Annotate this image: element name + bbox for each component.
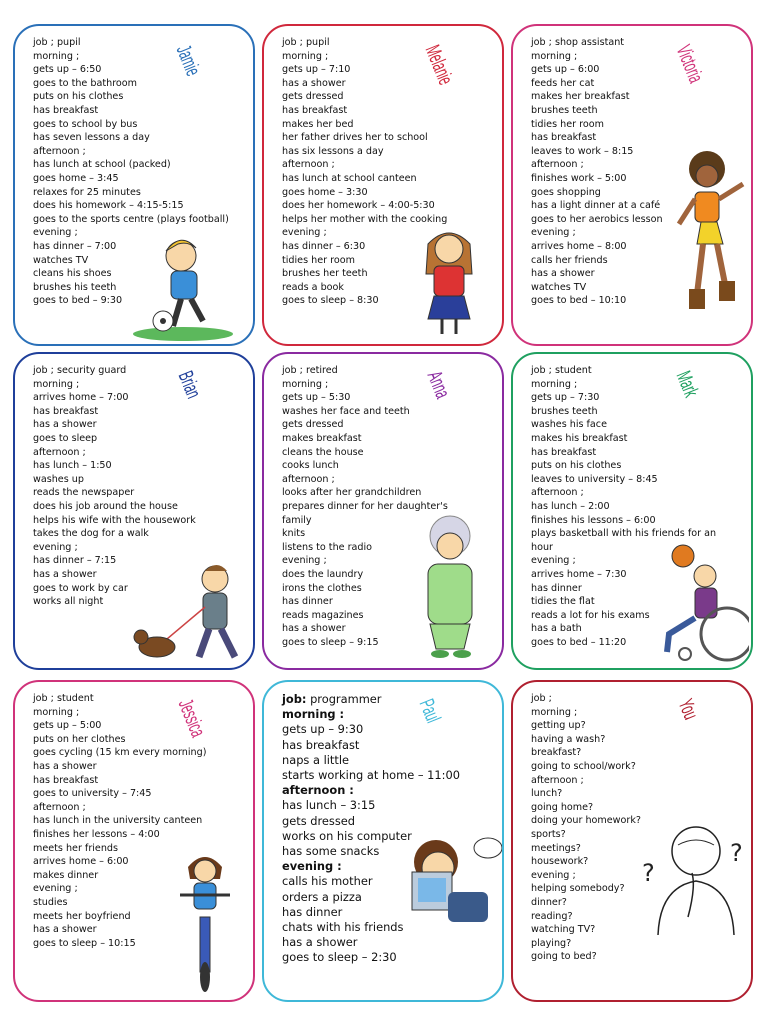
thinking-person-picture <box>638 817 753 937</box>
card-line: reads magazines <box>282 609 364 621</box>
card-line: has a shower <box>282 77 346 89</box>
card-line: morning ; <box>531 50 578 62</box>
woman-dancing-picture <box>671 144 751 319</box>
card-line: brushes her teeth <box>282 268 368 280</box>
card-line: chats with his friends <box>282 920 404 935</box>
card-name: Anna <box>422 368 455 402</box>
card-line: puts on her clothes <box>33 733 126 745</box>
card-line: plays basketball with his friends for an <box>531 528 717 540</box>
card-line: does the laundry <box>282 568 364 580</box>
card-line: reading? <box>531 910 573 922</box>
card-line: brushes teeth <box>531 405 598 417</box>
card-line: morning : <box>282 707 345 722</box>
card-line: her father drives her to school <box>282 132 428 144</box>
card-line: gets up – 6:50 <box>33 64 102 76</box>
card-line: morning ; <box>33 378 80 390</box>
card-line: cooks lunch <box>282 460 339 472</box>
card-line: job ; shop assistant <box>531 37 625 48</box>
card-line: afternoon : <box>282 783 354 798</box>
card-line: job: programmer <box>282 692 382 706</box>
card-line: has breakfast <box>33 405 99 417</box>
card-line: relaxes for 25 minutes <box>33 186 141 198</box>
card-name: Brian <box>173 368 206 402</box>
card-line: has a shower <box>282 935 358 950</box>
card-line: goes to bed – 10:10 <box>531 295 627 307</box>
card-line: goes to sleep – 10:15 <box>33 937 136 949</box>
card-line: goes to the bathroom <box>33 77 138 89</box>
card-line: dinner? <box>531 896 567 908</box>
card-line: afternoon ; <box>33 446 86 458</box>
card-line: arrives home – 6:00 <box>33 856 129 868</box>
boy-wheelchair-basketball-picture <box>649 542 749 667</box>
card-line: reads the newspaper <box>33 487 135 499</box>
card-line: washes her face and teeth <box>282 405 410 417</box>
card-line: orders a pizza <box>282 889 362 904</box>
svg-text:?: ? <box>730 839 743 867</box>
card-line: gets up – 7:10 <box>282 64 351 76</box>
card-line: starts working at home – 11:00 <box>282 768 461 783</box>
card-line: afternoon ; <box>531 487 584 499</box>
card-line: gets up – 9:30 <box>282 722 364 737</box>
card-line: job ; student <box>531 365 592 376</box>
card-line: gets up – 5:30 <box>282 392 351 404</box>
card-line: has lunch – 2:00 <box>531 500 610 512</box>
card-name: Jessica <box>173 696 210 741</box>
card-line: job ; pupil <box>282 37 330 48</box>
card-line: goes to sleep <box>33 432 98 444</box>
card-line: evening ; <box>282 227 327 239</box>
card-line: naps a little <box>282 752 350 767</box>
card-line: goes to university – 7:45 <box>33 788 152 800</box>
card-paul <box>262 680 504 1002</box>
card-line: washes up <box>33 473 84 485</box>
card-line: washes his face <box>531 419 607 431</box>
card-line: gets up – 6:00 <box>531 64 600 76</box>
card-line: helps his wife with the housework <box>33 514 196 526</box>
card-name: Paul <box>414 696 445 727</box>
card-line: tidies the flat <box>531 596 595 608</box>
girl-cycling-picture <box>170 847 240 997</box>
card-line: having a wash? <box>531 733 606 745</box>
card-line: does her homework – 4:00-5:30 <box>282 200 435 212</box>
card-line: finishes his lessons – 6:00 <box>531 514 656 526</box>
card-line: meetings? <box>531 842 581 854</box>
card-anna <box>262 352 504 670</box>
card-line: goes to her aerobics lesson <box>531 213 663 225</box>
card-line: gets dressed <box>282 419 344 431</box>
card-line: evening ; <box>531 555 576 567</box>
card-line: playing? <box>531 937 572 949</box>
card-line: housework? <box>531 856 589 868</box>
card-line: has breakfast <box>282 104 348 116</box>
card-line: works all night <box>33 596 104 608</box>
card-line: family <box>282 514 312 526</box>
card-line: evening ; <box>531 869 576 881</box>
card-line: makes his breakfast <box>531 432 628 444</box>
card-name: Melanie <box>420 42 458 89</box>
card-line: watches TV <box>531 281 587 293</box>
card-line: finishes work – 5:00 <box>531 172 627 184</box>
card-line: job ; retired <box>282 365 338 376</box>
card-line: has dinner – 7:15 <box>33 555 117 567</box>
card-line: works on his computer <box>282 828 412 843</box>
programmer-computer-picture <box>404 832 504 927</box>
card-name: Mark <box>671 368 703 401</box>
card-line: has a shower <box>33 419 97 431</box>
card-line: brushes his teeth <box>33 281 117 293</box>
card-line: sports? <box>531 828 566 840</box>
card-line: has a shower <box>33 760 97 772</box>
card-line: puts on his clothes <box>531 460 622 472</box>
card-line: puts on his clothes <box>33 91 124 103</box>
card-line: calls her friends <box>531 254 608 266</box>
card-line: goes shopping <box>531 186 601 198</box>
card-line: knits <box>282 528 306 540</box>
card-line: evening ; <box>282 555 327 567</box>
card-line: meets her friends <box>33 842 118 854</box>
card-line: morning ; <box>282 50 329 62</box>
card-line: does his homework – 4:15-5:15 <box>33 200 184 212</box>
card-line: has seven lessons a day <box>33 132 150 144</box>
card-melanie <box>262 24 504 346</box>
card-line: has breakfast <box>33 774 99 786</box>
card-line: reads a lot for his exams <box>531 609 650 621</box>
card-line: watches TV <box>33 254 89 266</box>
card-line: finishes her lessons – 4:00 <box>33 828 160 840</box>
card-line: afternoon ; <box>282 473 335 485</box>
card-line: job ; security guard <box>33 365 127 376</box>
card-line: has breakfast <box>531 132 597 144</box>
card-line: morning ; <box>33 706 80 718</box>
card-line: has breakfast <box>282 737 360 752</box>
card-line: afternoon ; <box>33 801 86 813</box>
card-line: morning ; <box>33 50 80 62</box>
card-line: has some snacks <box>282 844 380 859</box>
card-line: leaves to work – 8:15 <box>531 145 634 157</box>
card-line: helping somebody? <box>531 883 625 895</box>
card-text <box>531 692 641 964</box>
card-line: job ; pupil <box>33 37 81 48</box>
card-line: goes to school by bus <box>33 118 138 130</box>
card-line: going home? <box>531 801 594 813</box>
card-line: morning ; <box>282 378 329 390</box>
card-line: has a shower <box>282 623 346 635</box>
card-line: arrives home – 8:00 <box>531 240 627 252</box>
card-line: gets dressed <box>282 91 344 103</box>
svg-text:?: ? <box>642 859 655 887</box>
card-line: has a shower <box>531 268 595 280</box>
card-line: has dinner <box>531 582 582 594</box>
card-line: gets up – 5:00 <box>33 720 102 732</box>
card-line: cleans the house <box>282 446 364 458</box>
card-line: gets up – 7:30 <box>531 392 600 404</box>
card-line: arrives home – 7:30 <box>531 568 627 580</box>
grandmother-picture <box>404 514 496 664</box>
card-line: makes her breakfast <box>531 91 630 103</box>
card-line: leaves to university – 8:45 <box>531 473 658 485</box>
card-line: goes home – 3:30 <box>282 186 368 198</box>
card-line: prepares dinner for her daughter's <box>282 500 448 512</box>
card-line: looks after her grandchildren <box>282 487 422 499</box>
card-line: gets dressed <box>282 813 356 828</box>
card-line: has lunch – 1:50 <box>33 460 112 472</box>
card-line: has breakfast <box>531 446 597 458</box>
card-text <box>531 36 663 308</box>
card-line: brushes teeth <box>531 104 598 116</box>
card-line: meets her boyfriend <box>33 910 131 922</box>
card-line: makes dinner <box>33 869 99 881</box>
card-line: evening ; <box>33 541 78 553</box>
card-line: doing your homework? <box>531 815 641 827</box>
card-line: goes to bed – 9:30 <box>33 295 123 307</box>
man-walking-dog-picture <box>127 559 252 669</box>
boy-football-picture <box>133 226 253 341</box>
card-line: goes to work by car <box>33 582 128 594</box>
card-line: irons the clothes <box>282 582 362 594</box>
card-you <box>511 680 753 1002</box>
card-line: has a bath <box>531 623 582 635</box>
card-line: morning ; <box>531 706 578 718</box>
card-jamie <box>13 24 255 346</box>
card-line: has dinner <box>282 904 343 919</box>
card-line: goes to sleep – 9:15 <box>282 636 379 648</box>
card-line: going to bed? <box>531 951 597 963</box>
card-line: has dinner <box>282 596 333 608</box>
card-line: helps her mother with the cooking <box>282 213 448 225</box>
card-line: has breakfast <box>33 104 99 116</box>
card-line: tidies her room <box>282 254 355 266</box>
card-line: goes to the sports centre (plays football) <box>33 213 229 225</box>
card-line: has dinner – 7:00 <box>33 240 117 252</box>
card-name: You <box>673 696 703 723</box>
card-line: goes cycling (15 km every morning) <box>33 747 207 759</box>
card-line: makes breakfast <box>282 432 362 444</box>
card-line: takes the dog for a walk <box>33 528 149 540</box>
card-line: cleans his shoes <box>33 268 112 280</box>
card-line: goes to sleep – 8:30 <box>282 295 379 307</box>
card-line: morning ; <box>531 378 578 390</box>
card-line: getting up? <box>531 720 586 732</box>
card-line: job ; student <box>33 693 94 704</box>
card-line: calls his mother <box>282 874 373 889</box>
card-line: has lunch at school canteen <box>282 172 417 184</box>
card-line: listens to the radio <box>282 541 373 553</box>
card-line: goes to bed – 11:20 <box>531 636 627 648</box>
card-name: Jamie <box>171 42 205 80</box>
card-line: evening ; <box>531 227 576 239</box>
card-line: has lunch in the university canteen <box>33 815 203 827</box>
card-line: has six lessons a day <box>282 145 384 157</box>
card-line: has a light dinner at a café <box>531 200 661 212</box>
card-brian <box>13 352 255 670</box>
card-line: has lunch at school (packed) <box>33 159 171 171</box>
card-line: tidies her room <box>531 118 604 130</box>
card-line: has a shower <box>33 568 97 580</box>
card-line: evening : <box>282 859 342 874</box>
card-line: going to school/work? <box>531 760 636 772</box>
card-line: afternoon ; <box>531 774 584 786</box>
girl-with-book-picture <box>414 224 484 339</box>
card-jessica <box>13 680 255 1002</box>
card-line: evening ; <box>33 227 78 239</box>
card-line: reads a book <box>282 281 344 293</box>
card-line: has lunch – 3:15 <box>282 798 376 813</box>
card-line: breakfast? <box>531 747 582 759</box>
card-line: studies <box>33 896 68 908</box>
card-line: afternoon ; <box>33 145 86 157</box>
card-line: has dinner – 6:30 <box>282 240 366 252</box>
card-line: goes to sleep – 2:30 <box>282 950 397 965</box>
card-line: hour <box>531 541 553 553</box>
card-line: feeds her cat <box>531 77 595 89</box>
card-line: does his job around the house <box>33 500 178 512</box>
card-line: watching TV? <box>531 924 596 936</box>
card-line: evening ; <box>33 883 78 895</box>
card-line: afternoon ; <box>531 159 584 171</box>
card-name: Victoria <box>671 42 708 87</box>
card-victoria <box>511 24 753 346</box>
card-line: makes her bed <box>282 118 354 130</box>
card-line: afternoon ; <box>282 159 335 171</box>
card-line: has a shower <box>33 924 97 936</box>
card-mark <box>511 352 753 670</box>
card-line: lunch? <box>531 788 563 800</box>
card-line: arrives home – 7:00 <box>33 392 129 404</box>
card-line: goes home – 3:45 <box>33 172 119 184</box>
card-line: job ; <box>531 693 552 704</box>
